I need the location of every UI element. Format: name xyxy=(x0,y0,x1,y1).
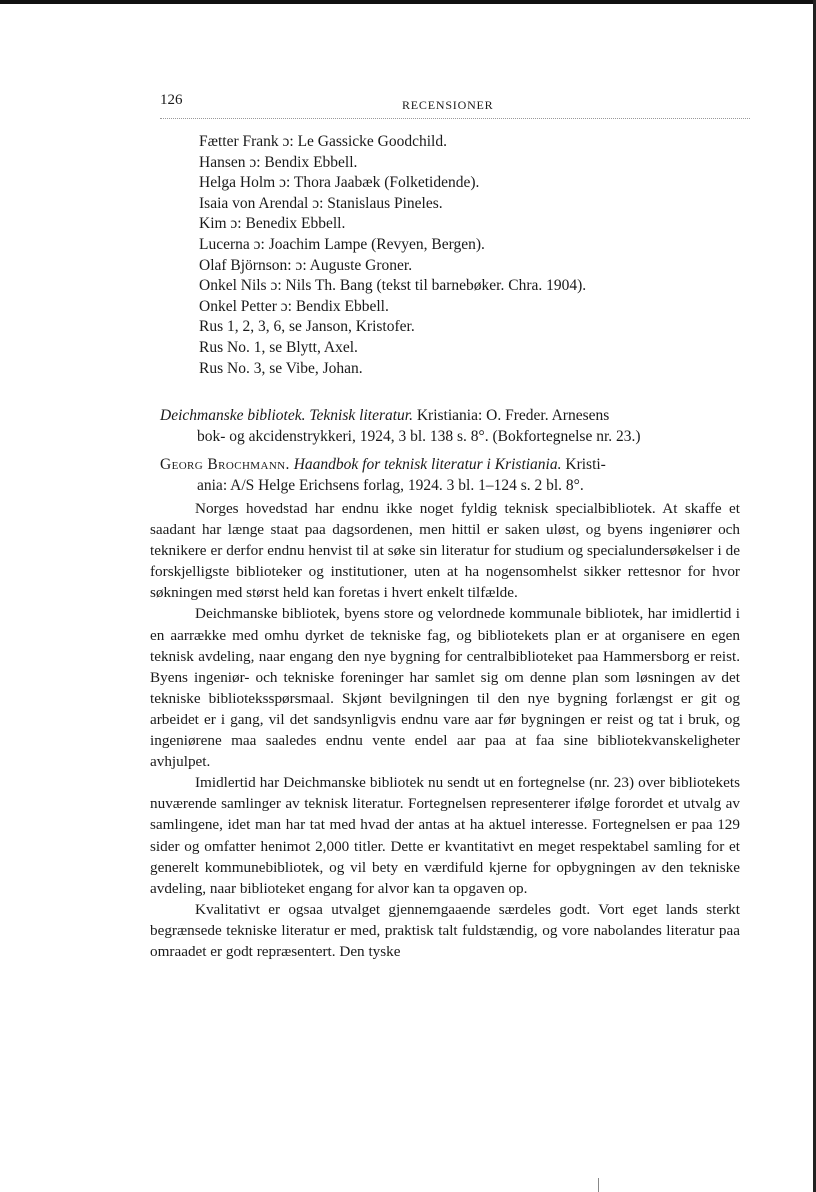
body-paragraph: Deichmanske bibliotek, byens store og velordnede kommunale bibliotek, har imidlertid i en aarrække med omhu dyrket de tekniske fag, og bibliotekets plan er at organisere en egen teknisk avdeling, naar engang den nye bygning for centralbiblioteket paa Hammersborg er reist. Byens ingeniør- och tekniske foreninger har samlet sig om denne plan som løsningen av det tekniske biblioteksspørsmaal. Skjønt bevilgningen til den nye bygning forlængst er git og arbeidet er i gang, vil det sandsynligvis endnu vare aar før bygningen er reist og tat i bruk, og ingeniørene maa saaledes endnu vente endel aar paa at faa sine bibliotekvanskeligheter avhjulpet. xyxy=(150,605,740,771)
entry-second-line: ania: A/S Helge Erichsens forlag, 1924. 3 bl. 1–124 s. 2 bl. 8°. xyxy=(197,477,584,494)
pseudonym-item: Rus No. 1, se Blytt, Axel. xyxy=(199,338,358,356)
body-paragraph: Norges hovedstad har endnu ikke noget fyldig teknisk specialbibliotek. At skaffe et saadant har længe staat paa dagsordenen, men hittil er saken uløst, og byens ingeniører och teknikere er derfor endnu henvist til at søke sin literatur for studium og specialundersøkelser i de forskjelligste biblioteker og institutioner, uten at ha nogensomhelst sikker rettesnor for hvor søkningen med størst held kan foretas i hvert enkelt tilfælde. xyxy=(150,500,740,602)
running-title: RECENSIONER xyxy=(402,98,494,112)
pseudonym-item: Onkel Petter ɔ: Bendix Ebbell. xyxy=(199,297,389,315)
pseudonym-item: Hansen ɔ: Bendix Ebbell. xyxy=(199,153,358,171)
entry-title: Haandbok for teknisk literatur i Kristiania. xyxy=(293,456,562,473)
review-body xyxy=(150,498,740,962)
entry-title: Deichmanske bibliotek. Teknisk literatur. xyxy=(160,407,413,424)
review-entry-deichmanske xyxy=(160,405,743,447)
entry-first-line xyxy=(160,405,743,426)
pseudonym-item: Rus No. 3, se Vibe, Johan. xyxy=(199,359,363,377)
pseudonym-item: Lucerna ɔ: Joachim Lampe (Revyen, Bergen). xyxy=(199,235,485,253)
entry-imprint: Kristiania: O. Freder. Arnesens xyxy=(416,407,610,424)
pseudonym-item: Onkel Nils ɔ: Nils Th. Bang (tekst til barnebøker. Chra. 1904). xyxy=(199,277,587,295)
header-rule xyxy=(160,118,750,119)
entry-author: Georg Brochmann. xyxy=(160,456,290,473)
pseudonym-item: Rus 1, 2, 3, 6, se Janson, Kristofer. xyxy=(199,318,415,336)
entry-first-line xyxy=(160,454,743,475)
pseudonym-item: Fætter Frank ɔ: Le Gassicke Goodchild. xyxy=(199,133,447,150)
pseudonym-item: Isaia von Arendal ɔ: Stanislaus Pineles. xyxy=(199,194,443,212)
body-paragraph: Kvalitativt er ogsaa utvalget gjennemgaaende særdeles godt. Vort eget lands sterkt begrænsede tekniske literatur er med, praktisk talt fuldstændig, og vore nabolandes literatur paa omraadet er godt repræsentert. Den tyske xyxy=(150,900,740,960)
pseudonym-item: Helga Holm ɔ: Thora Jaabæk (Folketidende). xyxy=(199,174,480,192)
entry-second-line: bok- og akcidenstrykkeri, 1924, 3 bl. 138 s. 8°. (Bokfortegnelse nr. 23.) xyxy=(197,428,641,445)
pseudonym-item: Olaf Björnson: ɔ: Auguste Groner. xyxy=(199,256,413,274)
body-paragraph: Imidlertid har Deichmanske bibliotek nu sendt ut en fortegnelse (nr. 23) over bibliotekets nuværende samlinger av teknisk literatur. Fortegnelsen representerer ifølge forordet et utvalg av samlingene, idet man har tat med hvad der antas at ha aktuel interesse. Fortegnelsen er paa 129 sider og omfatter henimot 2,000 titler. Dette er kvantitativt en meget respektabel samling for et generelt kommunebibliotek, og vil bety en værdifuld kjerne for opbygningen av den tekniske avdeling, naar biblioteket engang for alvor kan ta opgaven op. xyxy=(150,774,740,897)
page-number: 126 xyxy=(160,92,183,108)
pseudonym-item: Kim ɔ: Benedix Ebbell. xyxy=(199,215,346,233)
scan-artifact xyxy=(598,1178,599,1192)
review-entry-brochmann xyxy=(160,454,743,496)
pseudonym-list xyxy=(199,132,739,379)
entry-imprint: Kristi- xyxy=(565,456,606,473)
page-header xyxy=(160,92,740,116)
